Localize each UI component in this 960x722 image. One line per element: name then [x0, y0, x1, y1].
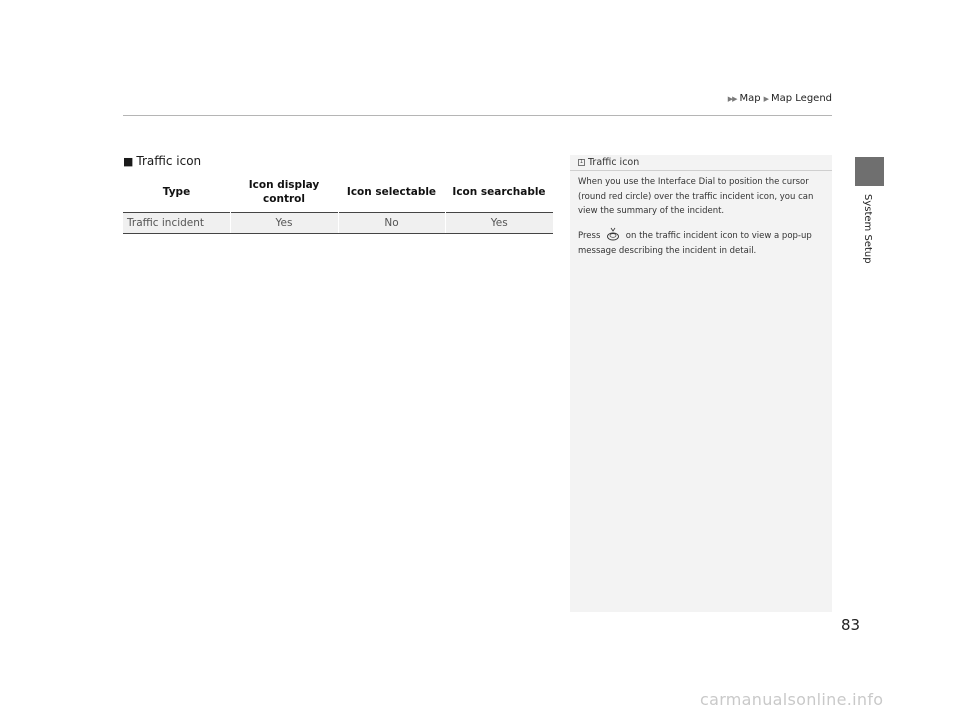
note-number-icon: 1: [579, 159, 584, 165]
section-heading: [123, 154, 201, 168]
chapter-label: System Setup: [862, 194, 873, 264]
breadcrumb: [728, 93, 832, 104]
traffic-icon-table: [123, 175, 553, 234]
note-heading: [578, 157, 639, 168]
header-type: Type: [162, 186, 191, 198]
page-number: 83: [841, 616, 861, 634]
cell-icon-searchable: Yes: [445, 213, 553, 234]
interface-dial-icon: [606, 227, 620, 241]
breadcrumb-item-map-legend[interactable]: Map Legend: [770, 93, 832, 104]
note-text: Press: [578, 231, 601, 241]
note-divider: [570, 170, 832, 171]
note-paragraph: [578, 227, 826, 258]
note-title: Traffic icon: [588, 157, 640, 168]
chapter-tab: [855, 157, 884, 186]
breadcrumb-arrow-icon: ▶▶: [727, 94, 737, 103]
section-title: Traffic icon: [136, 154, 202, 168]
cell-icon-display-control: Yes: [230, 213, 338, 234]
table-row: [123, 213, 553, 234]
side-note-panel: [570, 155, 832, 612]
header-icon-selectable: Icon selectable: [346, 186, 437, 198]
breadcrumb-item-map[interactable]: Map: [739, 93, 761, 104]
watermark-text: carmanualsonline.info: [700, 690, 884, 709]
header-icon-display-control: Icon display control: [248, 179, 320, 205]
breadcrumb-arrow-icon: ▶: [763, 94, 768, 103]
header-icon-searchable: Icon searchable: [452, 186, 546, 198]
note-paragraph: When you use the Interface Dial to position the cursor (round red circle) over the traffic incident icon, you can view the summary of the incident.: [578, 177, 814, 216]
cell-type: Traffic incident: [123, 213, 230, 234]
cell-icon-selectable: No: [338, 213, 445, 234]
square-bullet-icon: ■: [123, 154, 134, 168]
header-divider: [123, 115, 832, 116]
note-text: on the traffic incident icon to view a pop-up message describing the incident in detail.: [578, 231, 812, 256]
table-header-row: [123, 175, 553, 213]
